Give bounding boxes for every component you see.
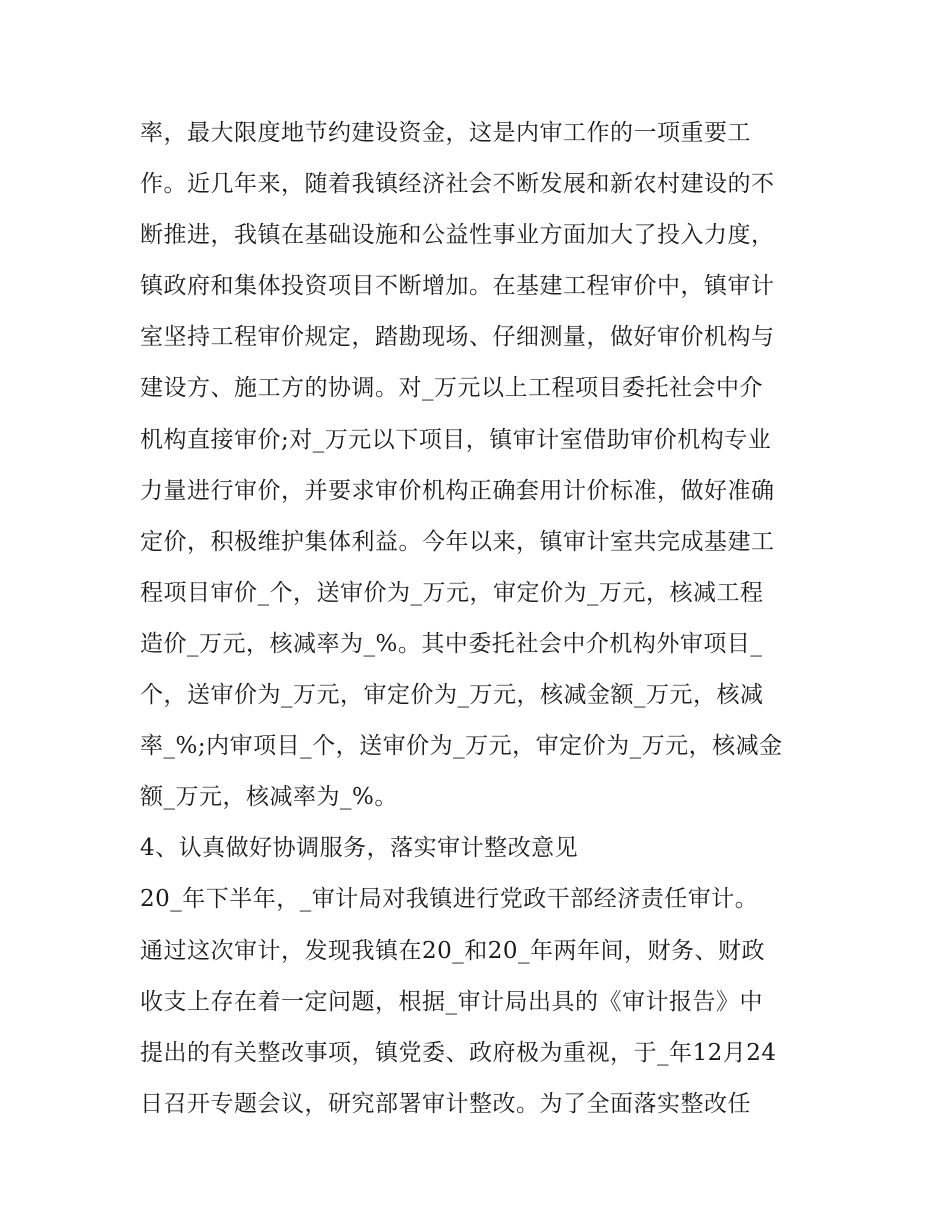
text-line: 额_万元，核减率为_%。 bbox=[140, 784, 398, 811]
text-line: 镇政府和集体投资项目不断增加。在基建工程审价中，镇审计 bbox=[140, 273, 775, 300]
section-heading: 4、认真做好协调服务，落实审计整改意见 bbox=[140, 835, 579, 862]
text-line: 日召开专题会议，研究部署审计整改。为了全面落实整改任 bbox=[140, 1090, 751, 1117]
text-line: 率，最大限度地节约建设资金，这是内审工作的一项重要工 bbox=[140, 120, 751, 146]
text-line: 机构直接审价;对_万元以下项目，镇审计室借助审价机构专业 bbox=[140, 426, 772, 453]
text-line: 建设方、施工方的协调。对_万元以上工程项目委托社会中介 bbox=[140, 375, 763, 402]
text-line: 收支上存在着一定问题，根据_审计局出具的《审计报告》中 bbox=[140, 988, 763, 1015]
text-line: 断推进，我镇在基础设施和公益性事业方面加大了投入力度， bbox=[140, 222, 775, 249]
text-line: 定价，积极维护集体利益。今年以来，镇审计室共完成基建工 bbox=[140, 528, 775, 555]
text-line: 作。近几年来，随着我镇经济社会不断发展和新农村建设的不 bbox=[140, 171, 775, 198]
text-line: 造价_万元，核减率为_%。其中委托社会中介机构外审项目_ bbox=[140, 630, 763, 657]
text-line: 室坚持工程审价规定，踏勘现场、仔细测量，做好审价机构与 bbox=[140, 324, 775, 351]
text-line: 程项目审价_个，送审价为_万元，审定价为_万元，核减工程 bbox=[140, 579, 764, 606]
text-line: 提出的有关整改事项，镇党委、政府极为重视，于_年12月24 bbox=[140, 1039, 777, 1066]
text-line: 个，送审价为_万元，审定价为_万元，核减金额_万元，核减 bbox=[140, 682, 764, 709]
text-line: 通过这次审计，发现我镇在20_和20_年两年间，财务、财政 bbox=[140, 937, 766, 964]
text-line: 率_%;内审项目_个，送审价为_万元，审定价为_万元，核减金 bbox=[140, 733, 783, 760]
document-body bbox=[140, 108, 820, 1130]
text-line: 20_年下半年，_审计局对我镇进行党政干部经济责任审计。 bbox=[140, 886, 759, 913]
text-line: 力量进行审价，并要求审价机构正确套用计价标准，做好准确 bbox=[140, 477, 775, 504]
